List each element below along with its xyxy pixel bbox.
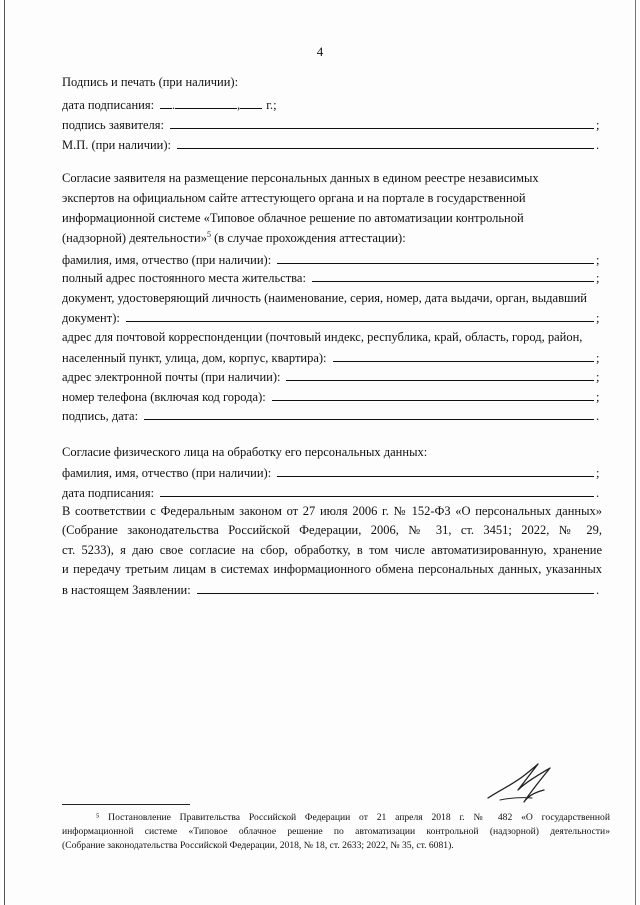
page-left-edge: [4, 0, 5, 905]
stamp-row: М.П. (при наличии): .: [62, 138, 600, 152]
date-year-field[interactable]: [240, 96, 262, 109]
registry-phone-row: номер телефона (включая код города): ;: [62, 390, 600, 404]
registry-phone-field[interactable]: [272, 388, 594, 401]
registry-document-row: документ): ;: [62, 311, 600, 325]
stamp-label: М.П. (при наличии):: [62, 138, 172, 152]
registry-signature-date-field[interactable]: [144, 407, 594, 420]
registry-phone-label: номер телефона (включая код города):: [62, 390, 266, 404]
signing-date-label: дата подписания:: [62, 98, 155, 112]
registry-email-row: адрес электронной почты (при наличии): ;: [62, 370, 600, 384]
registry-postal-row: населенный пункт, улица, дом, корпус, квартира): ;: [62, 351, 600, 365]
registry-email-field[interactable]: [286, 368, 594, 381]
processing-heading: Согласие физического лица на обработку его персональных данных:: [62, 445, 428, 459]
processing-signing-date-label: дата подписания:: [62, 486, 155, 500]
footnote-reference: 5: [207, 229, 212, 239]
date-month-field[interactable]: [175, 96, 237, 109]
footnote-line-2: информационной системе «Типовое облачное решение по автоматизации контрольной (надзорной) деятельности»: [62, 826, 610, 837]
footnote: [62, 811, 610, 853]
processing-signing-date-row: дата подписания: .: [62, 486, 600, 500]
processing-signing-date-field[interactable]: [160, 484, 594, 497]
date-year-suffix: г.;: [266, 98, 277, 112]
signature-heading: Подпись и печать (при наличии):: [62, 75, 239, 89]
applicant-signature-field[interactable]: [170, 116, 594, 129]
processing-statement-field[interactable]: [197, 581, 594, 594]
footnote-line-3: (Собрание законодательства Российской Федерации, 2018, № 18, ст. 2633; 2022, № 35, ст. 6081).: [62, 840, 454, 851]
registry-full-name-row: фамилия, имя, отчество (при наличии): ;: [62, 253, 600, 267]
stamp-field[interactable]: [177, 136, 594, 149]
footnote-separator: [62, 804, 190, 805]
registry-document-field[interactable]: [126, 309, 594, 322]
page-right-edge: [635, 0, 636, 905]
date-day-field[interactable]: [160, 96, 172, 109]
processing-full-name-field[interactable]: [277, 464, 594, 477]
processing-body-line-3: ст. 5233), я даю свое согласие на сбор, обработку, в том числе автоматизированную, хранение: [62, 543, 602, 557]
registry-signature-date-row: подпись, дата: .: [62, 409, 600, 423]
registry-full-name-field[interactable]: [277, 251, 594, 264]
registry-postal-field[interactable]: [333, 349, 594, 362]
processing-full-name-row: фамилия, имя, отчество (при наличии): ;: [62, 466, 600, 480]
registry-heading-line-2: экспертов на официальном сайте аттестующего органа и на портале в государственной: [62, 191, 526, 205]
registry-email-label: адрес электронной почты (при наличии):: [62, 370, 281, 384]
handwritten-signature: [480, 760, 570, 815]
registry-postal-label-line-1: адрес для почтовой корреспонденции (почтовый индекс, республика, край, область, город, район,: [62, 330, 583, 344]
applicant-signature-row: подпись заявителя: ;: [62, 118, 600, 132]
processing-body-line-2: (Собрание законодательства Российской Федерации, 2006, № 31, ст. 3451; 2022, № 29,: [62, 523, 602, 537]
footnote-line-1: ⁵ Постановление Правительства Российской Федерации от 21 апреля 2018 г. № 482 «О государственной: [96, 812, 610, 823]
registry-heading-line-4: (надзорной) деятельности»$^5$ (в случае прохождения аттестации):: [62, 229, 406, 245]
registry-address-label: полный адрес постоянного места жительства:: [62, 271, 306, 285]
page-number: 4: [316, 44, 324, 59]
registry-document-label-line-1: документ, удостоверяющий личность (наименование, серия, номер, дата выдачи, орган, выдавший: [62, 291, 587, 305]
processing-body-line-5: в настоящем Заявлении:: [62, 583, 191, 597]
registry-heading-line-1: Согласие заявителя на размещение персональных данных в едином реестре независимых: [62, 171, 539, 185]
applicant-signature-label: подпись заявителя:: [62, 118, 164, 132]
signing-date-row: дата подписания: . , г.;: [62, 98, 277, 112]
registry-heading-line-3: информационной системе «Типовое облачное решение по автоматизации контрольной: [62, 211, 524, 225]
registry-document-label-line-2: документ):: [62, 311, 120, 325]
registry-signature-date-label: подпись, дата:: [62, 409, 139, 423]
registry-address-row: полный адрес постоянного места жительства: ;: [62, 271, 600, 285]
registry-address-field[interactable]: [312, 269, 594, 282]
processing-statement-row: в настоящем Заявлении: .: [62, 583, 600, 597]
processing-body-line-1: В соответствии с Федеральным законом от 27 июля 2006 г. № 152-ФЗ «О персональных данных»: [62, 504, 602, 518]
processing-full-name-label: фамилия, имя, отчество (при наличии):: [62, 466, 272, 480]
registry-full-name-label: фамилия, имя, отчество (при наличии):: [62, 253, 272, 267]
registry-postal-label-line-2: населенный пункт, улица, дом, корпус, квартира):: [62, 351, 327, 365]
processing-body-line-4: и передачу третьим лицам в системах информационного обмена персональных данных, указанных: [62, 562, 602, 576]
